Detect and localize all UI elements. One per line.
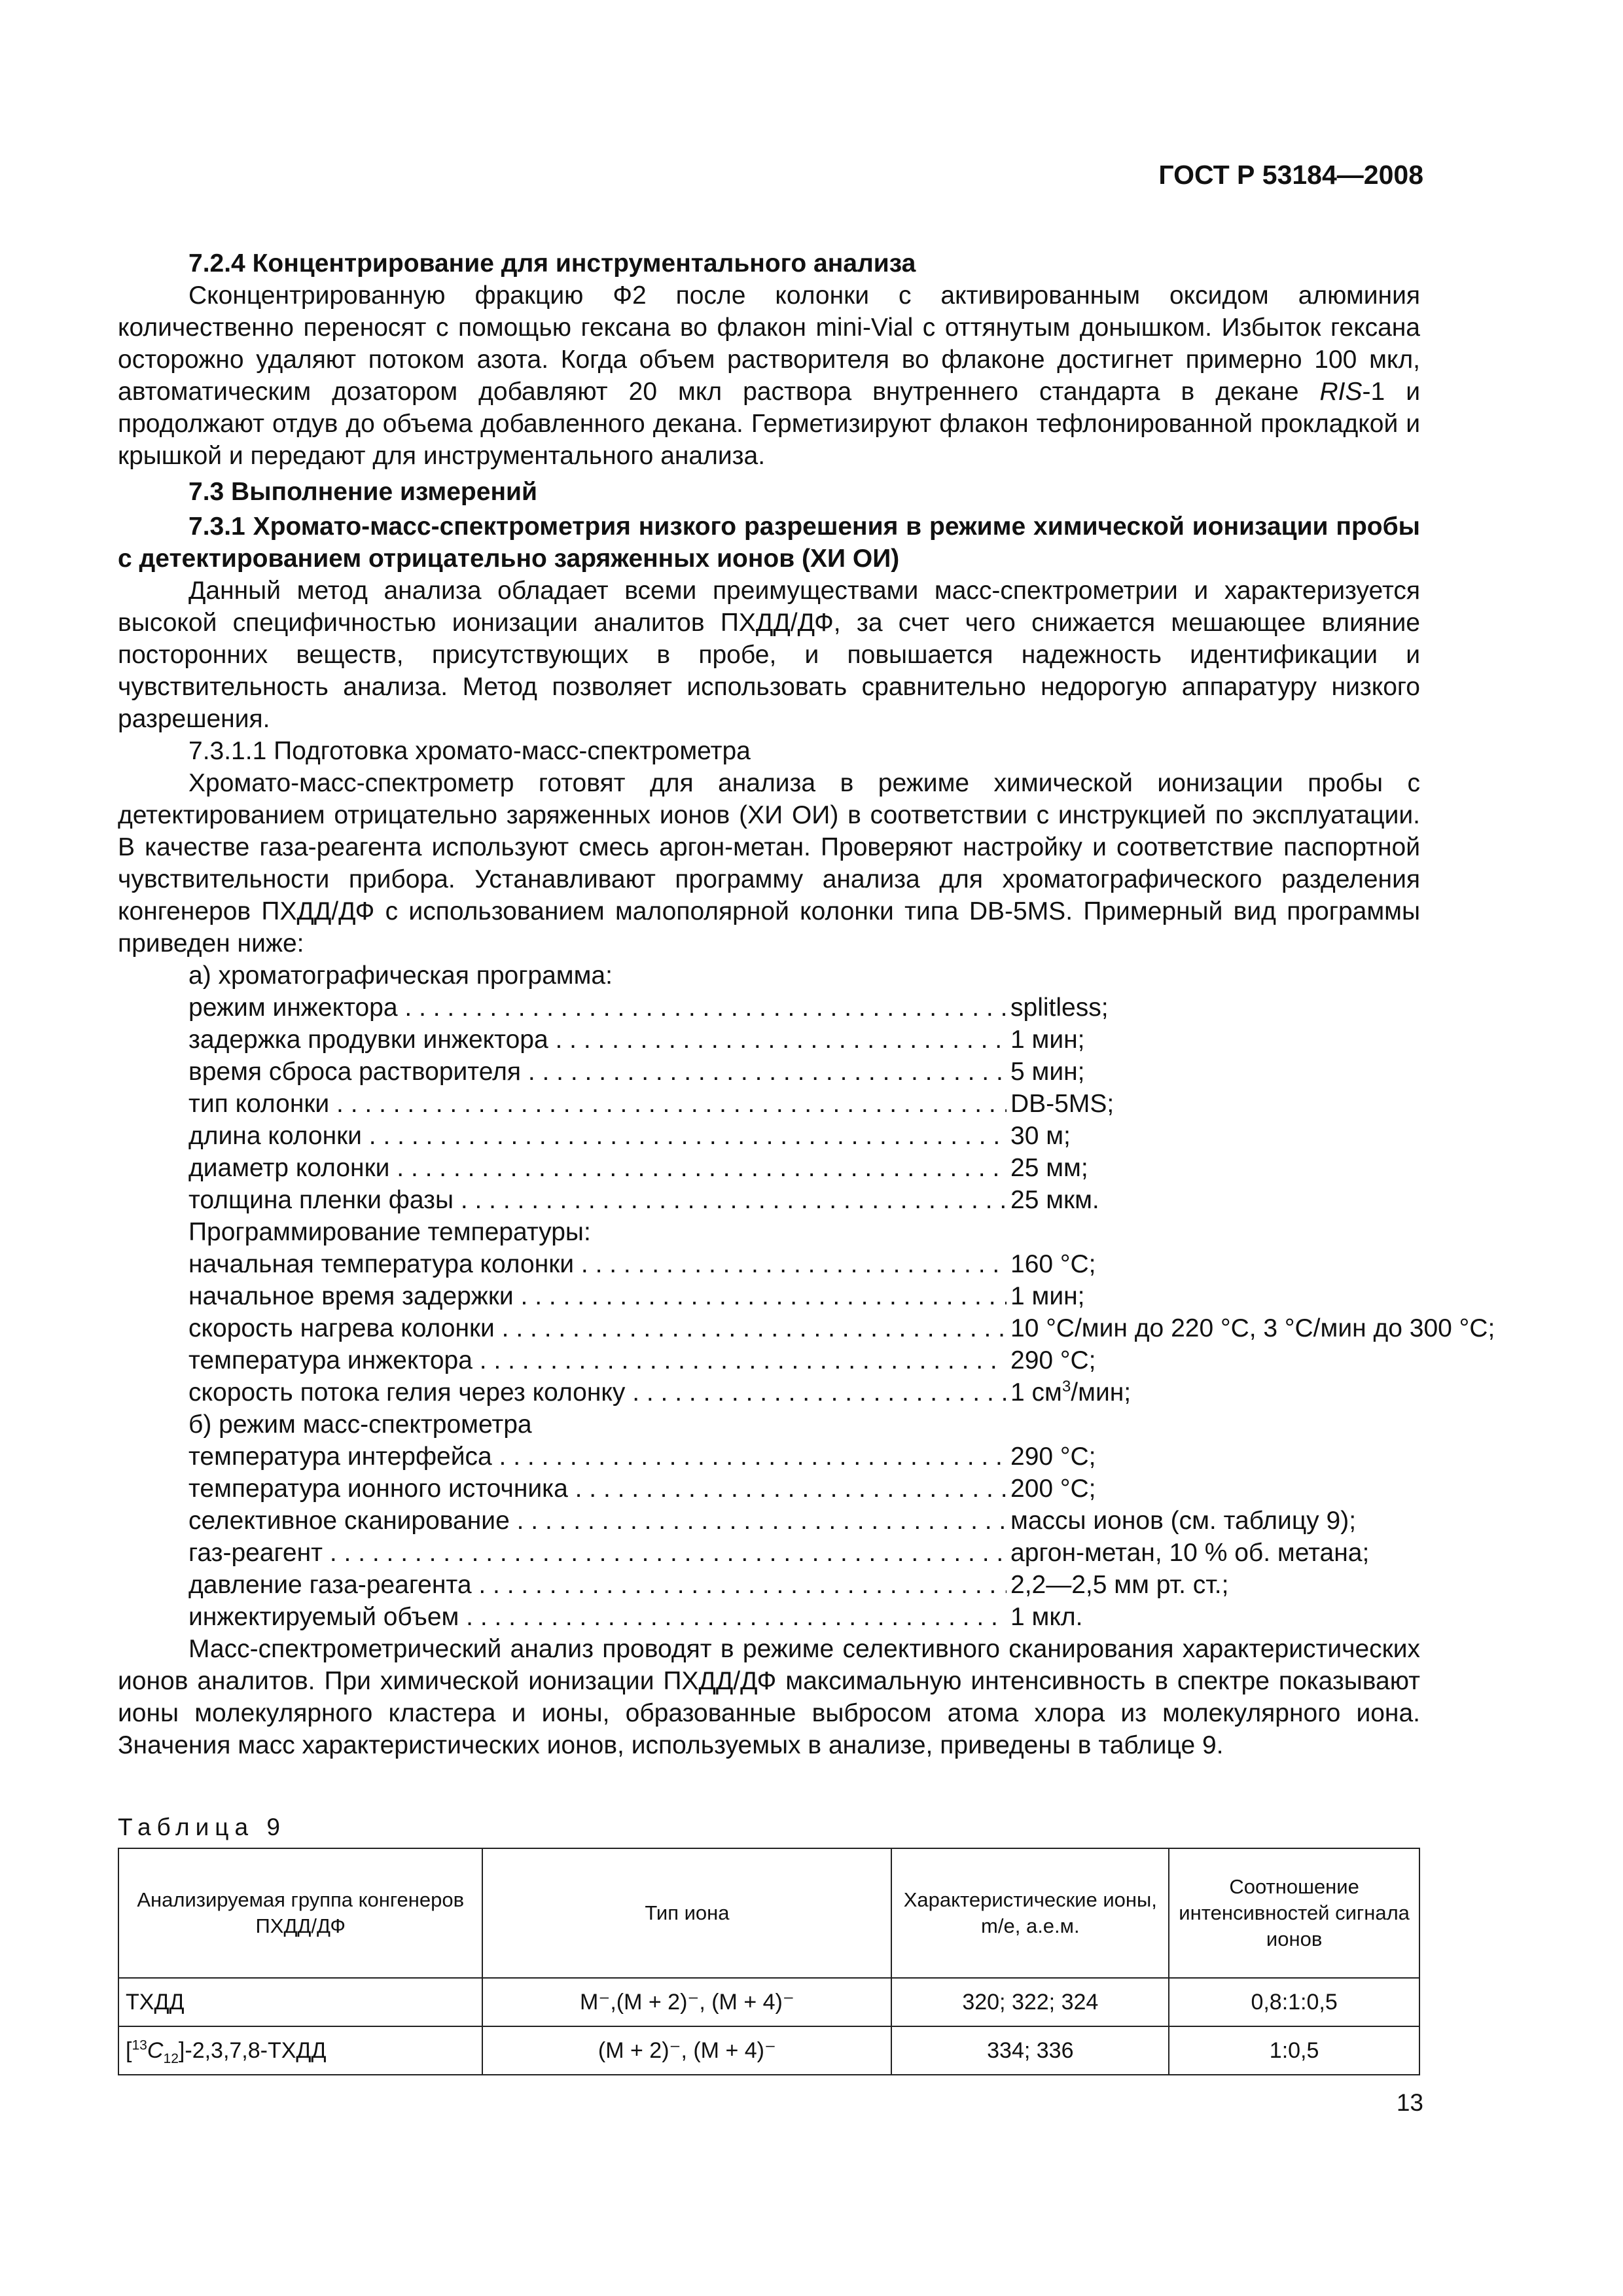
program-row: селективное сканирование . . . массы ионов (см. таблицу 9); [118, 1505, 1420, 1537]
program-row: время сброса растворителя . . . 5 мин; [118, 1056, 1420, 1088]
table-9 [118, 1848, 1420, 2075]
analysis-paragraph: Масс-спектрометрический анализ проводят в режиме селективного сканирования характеристических ионов аналитов. При химической ионизации ПХДД/ДФ максимальную интенсивность в спектре показывают ионы молекулярного кластера и ионы, образованные выбросом атома хлора из молекулярного иона. Значения масс характеристических ионов, используемых в анализе, приведены в таблице 9. [118, 1635, 1420, 1759]
program-row: режим инжектора . . . splitless; [118, 992, 1420, 1024]
standard-number: ГОСТ Р 53184—2008 [1158, 160, 1423, 190]
table-row [118, 2026, 1419, 2075]
program-row: температура интерфейса . . . 290 °С; [118, 1441, 1420, 1473]
program-row: газ-реагент . . . аргон-метан, 10 % об. метана; [118, 1537, 1420, 1569]
program-row: начальная температура колонки . . . 160 °С; [118, 1248, 1420, 1280]
section-7-2-4-title: 7.2.4 Концентрирование для инструментального анализа [188, 249, 916, 278]
table-header-cell: Соотношение интенсивностей сигнала ионов [1169, 1848, 1419, 1978]
table-cell-ions: 334; 336 [891, 2026, 1169, 2075]
table-caption: Таблица 9 [118, 1814, 286, 1840]
table-cell-ion-type: (M + 2)⁻, (M + 4)⁻ [482, 2026, 891, 2075]
table-cell-ions: 320; 322; 324 [891, 1978, 1169, 2026]
page-number: 13 [1396, 2089, 1423, 2116]
section-7-3-1-1-title: 7.3.1.1 Подготовка хромато-масс-спектрометра [188, 737, 751, 765]
program-row: диаметр колонки . . . 25 мм; [118, 1152, 1420, 1184]
program-row: скорость нагрева колонки . . . 10 °С/мин до 220 °С, 3 °С/мин до 300 °С; [118, 1312, 1420, 1344]
program-row: длина колонки . . . 30 м; [118, 1120, 1420, 1152]
program-row: инжектируемый объем . . . 1 мкл. [118, 1601, 1420, 1633]
mass-spectrometer-heading: б) режим масс-спектрометра [188, 1410, 532, 1439]
table-cell-group: ТХДД [118, 1978, 482, 2026]
table-cell-ratio: 1:0,5 [1169, 2026, 1419, 2075]
table-cell-group: $[^{13}C_{12}]-2,3,7,8$-ТХДД [118, 2026, 482, 2075]
chromatographic-program-heading: а) хроматографическая программа: [188, 961, 613, 990]
section-7-3-1-paragraph: Данный метод анализа обладает всеми преимуществами масс-спектрометрии и характеризуется высокой специфичностью ионизации аналитов ПХДД/ДФ, за счет чего снижается мешающее влияние посторонних веществ, присутствующих в пробе, и повышается надежность идентификации и чувствительность анализа. Метод позволяет использовать сравнительно недорогую аппаратуру низкого разрешения. [118, 577, 1420, 733]
document-body [118, 247, 1495, 1761]
program-row: начальное время задержки . . . 1 мин; [118, 1280, 1420, 1312]
table-cell-ratio: 0,8:1:0,5 [1169, 1978, 1419, 2026]
table-row [118, 1978, 1419, 2026]
program-row: температура ионного источника . . . 200 °С; [118, 1473, 1420, 1505]
section-7-3-1-title: 7.3.1 Хромато-масс-спектрометрия низкого разрешения в режиме химической ионизации пробы с детектированием отрицательно заряженных ионов (ХИ ОИ) [118, 512, 1420, 573]
program-row: толщина пленки фазы . . . 25 мкм. [118, 1184, 1420, 1216]
mass-spectrometer-list [118, 1441, 1420, 1633]
section-7-2-4-paragraph: Сконцентрированную фракцию Ф2 после колонки с активированным оксидом алюминия количественно переносят с помощью гексана во флакон mini-Vial с оттянутым донышком. Избыток гексана осторожно удаляют потоком азота. Когда объем растворителя во флаконе достигнет примерно 100 мкл, автоматическим дозатором добавляют 20 мкл раствора внутреннего стандарта в декане RIS-1 и продолжают отдув до объема добавленного декана. Герметизируют флакон тефлонированной прокладкой и крышкой и передают для инструментального анализа. [118, 281, 1420, 470]
table-header-cell: Тип иона [482, 1848, 891, 1978]
temperature-program-heading: Программирование температуры: [188, 1218, 591, 1246]
table-header-cell: Характеристические ионы, m/e, а.е.м. [891, 1848, 1169, 1978]
table-header-row [118, 1848, 1419, 1978]
chromatographic-program-list [118, 992, 1420, 1216]
program-row: давление газа-реагента . . . 2,2—2,5 мм рт. ст.; [118, 1569, 1420, 1601]
program-row: температура инжектора . . . 290 °С; [118, 1344, 1420, 1376]
section-7-3-title: 7.3 Выполнение измерений [188, 478, 537, 506]
table-cell-ion-type: M⁻,(M + 2)⁻, (M + 4)⁻ [482, 1978, 891, 2026]
table-header-cell: Анализируемая группа конгенеров ПХДД/ДФ [118, 1848, 482, 1978]
program-row: тип колонки . . . DB-5MS; [118, 1088, 1420, 1120]
program-row: скорость потока гелия через колонку . . . 1 $см^3$/мин; [118, 1376, 1420, 1408]
temperature-program-list [118, 1248, 1495, 1408]
section-7-3-1-1-paragraph: Хромато-масс-спектрометр готовят для анализа в режиме химической ионизации пробы с детектированием отрицательно заряженных ионов (ХИ ОИ) в соответствии с инструкцией по эксплуатации. В качестве газа-реагента используют смесь аргон-метан. Проверяют настройку и соответствие паспортной чувствительности прибора. Устанавливают программу анализа для хроматографического разделения конгенеров ПХДД/ДФ с использованием малополярной колонки типа DB-5MS. Примерный вид программы приведен ниже: [118, 769, 1420, 958]
program-row: задержка продувки инжектора . . . 1 мин; [118, 1024, 1420, 1056]
